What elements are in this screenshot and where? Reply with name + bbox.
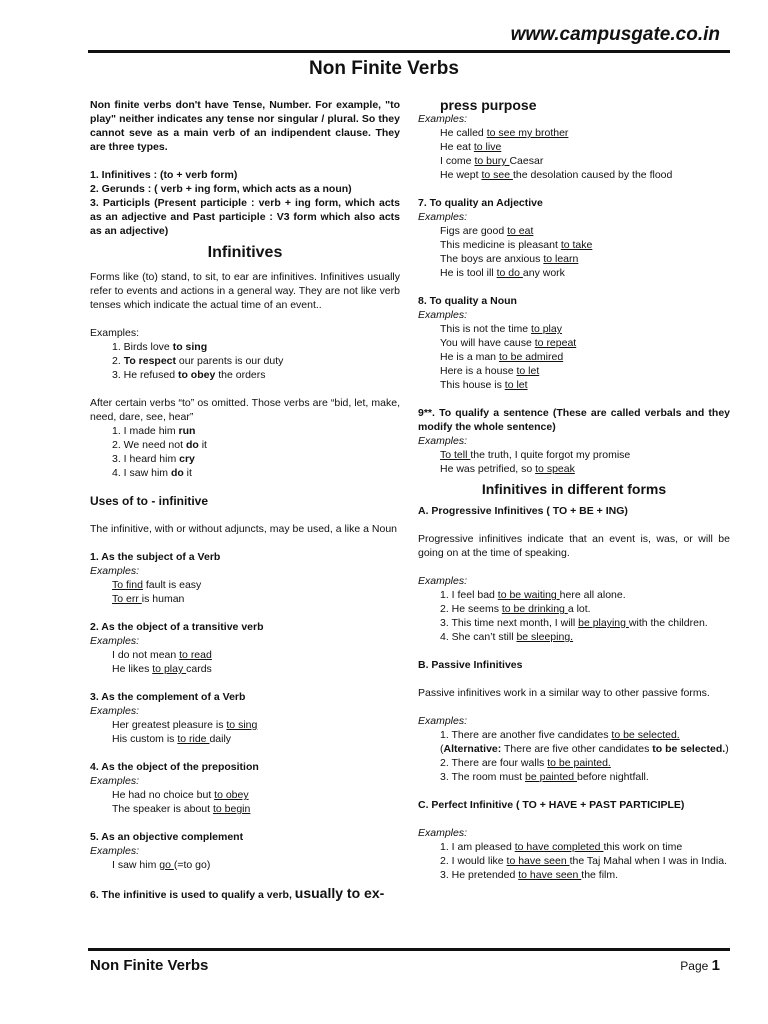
example-line: He called to see my brother xyxy=(440,127,569,139)
section-heading: 2. As the object of a transitive verb xyxy=(90,621,264,633)
example-line: This medicine is pleasant to take xyxy=(440,239,593,251)
example-line: He had no choice but to obey xyxy=(112,789,249,801)
examples-label: Examples: xyxy=(418,309,468,321)
example-line: He eat to live xyxy=(440,141,502,153)
example-line: I saw him go (=to go) xyxy=(112,859,211,871)
example-line: He wept to see the desolation caused by the flood xyxy=(440,169,673,181)
footer-rule xyxy=(88,948,730,951)
section-heading: 3. As the complement of a Verb xyxy=(90,691,246,703)
example-line: You will have cause to repeat xyxy=(440,337,577,349)
example-line: Her greatest pleasure is to sing xyxy=(112,719,258,731)
example-line: 1. I am pleased to have completed this work on time xyxy=(440,841,683,853)
uses-heading: Uses of to - infinitive xyxy=(90,494,209,508)
infinitives-paragraph: Forms like (to) stand, to sit, to ear are infinitives. Infinitives usually refer to events and actions in a general way. They are not like verb tenses which indicate the actual time of an event.. xyxy=(90,271,400,311)
section-heading: A. Progressive Infinitives ( TO + BE + ING) xyxy=(418,505,628,517)
section-paragraph: Passive infinitives work in a similar way to other passive forms. xyxy=(418,687,710,699)
examples-label: Examples: xyxy=(418,827,468,839)
examples-label: Examples: xyxy=(90,635,140,647)
example-line: This is not the time to play xyxy=(440,323,562,335)
example-line: (Alternative: There are five other candidates to be selected.) xyxy=(440,743,729,755)
intro-paragraph: Non finite verbs don't have Tense, Number. For example, "to play" neither indicates any tense nor singular / plural. So they cannot seve as a main verb of an indipendent clause. They are three types. xyxy=(90,99,400,153)
example-line: He is tool ill to do any work xyxy=(440,267,565,279)
examples-label: Examples: xyxy=(418,715,468,727)
site-url[interactable]: www.campusgate.co.in xyxy=(510,24,720,45)
type-3: 3. Participls (Present participle : verb + ing form, which acts as an adjective and Past participle : V3 form which also acts as an adjective) xyxy=(90,197,400,237)
section-heading: 9**. To qualify a sentence (These are called verbals and they modify the whole sentence) xyxy=(418,407,730,433)
example-line: 3. The room must be painted before nightfall. xyxy=(440,771,649,783)
example-line: He was petrified, so to speak xyxy=(440,463,575,475)
type-1: 1. Infinitives : (to + verb form) xyxy=(90,169,238,181)
section-heading: C. Perfect Infinitive ( TO + HAVE + PAST PARTICIPLE) xyxy=(418,799,685,811)
example-line: 2. We need not do it xyxy=(112,439,207,451)
example-line: 2. He seems to be drinking a lot. xyxy=(440,603,591,615)
example-line: The boys are anxious to learn xyxy=(440,253,579,265)
section-paragraph: Progressive infinitives indicate that an event is, was, or will be going on at the time of speaking. xyxy=(418,533,730,559)
example-line: 1. I made him run xyxy=(112,425,196,437)
infinitives-heading: Infinitives xyxy=(207,244,283,261)
example-line: Here is a house to let xyxy=(440,365,540,377)
examples-label: Examples: xyxy=(90,775,140,787)
forms-heading: Infinitives in different forms xyxy=(481,481,667,497)
example-line: 4. She can’t still be sleeping. xyxy=(440,631,574,643)
example-line: He likes to play cards xyxy=(112,663,212,675)
examples-label: Examples: xyxy=(418,435,468,447)
examples-label: Examples: xyxy=(418,211,468,223)
example-line: 2. There are four walls to be painted. xyxy=(440,757,611,769)
example-line: 1. Birds love to sing xyxy=(112,341,208,353)
header-rule xyxy=(88,50,730,53)
examples-label: Examples: xyxy=(90,705,140,717)
section-heading: 5. As an objective complement xyxy=(90,831,244,843)
left-column xyxy=(90,98,400,902)
example-line: I come to bury Caesar xyxy=(440,155,544,167)
examples-label: Examples: xyxy=(90,845,140,857)
examples-label: Examples: xyxy=(418,575,468,587)
example-line: 3. This time next month, I will be playing with the children. xyxy=(440,617,708,629)
example-line: 1. There are another five candidates to be selected. xyxy=(440,729,680,741)
example-line: To err is human xyxy=(112,593,185,605)
example-line: I do not mean to read xyxy=(112,649,212,661)
example-line: 1. I feel bad to be waiting here all alone. xyxy=(440,589,626,601)
example-line: His custom is to ride daily xyxy=(112,733,232,745)
type-2: 2. Gerunds : ( verb + ing form, which acts as a noun) xyxy=(90,183,352,195)
example-line: 4. I saw him do it xyxy=(112,467,192,479)
examples-label: Examples: xyxy=(90,327,140,339)
page-number: Page 1 xyxy=(680,957,720,974)
example-line: Figs are good to eat xyxy=(440,225,534,237)
example-line: 3. I heard him cry xyxy=(112,453,195,465)
section-heading: 6. The infinitive is used to qualify a verb, usually to ex- xyxy=(90,885,385,901)
example-line: 3. He pretended to have seen the film. xyxy=(440,869,619,881)
uses-paragraph: The infinitive, with or without adjuncts, may be used, a like a Noun xyxy=(90,523,397,535)
example-line: 3. He refused to obey the orders xyxy=(112,369,266,381)
section-heading: 4. As the object of the preposition xyxy=(90,761,259,773)
example-line: To find fault is easy xyxy=(112,579,202,591)
example-line: The speaker is about to begin xyxy=(112,803,251,815)
example-line: 2. I would like to have seen the Taj Mahal when I was in India. xyxy=(440,855,727,867)
example-line: This house is to let xyxy=(440,379,528,391)
example-line: To tell the truth, I quite forgot my promise xyxy=(440,449,631,461)
continued-heading: press purpose xyxy=(440,97,537,113)
examples-label: Examples: xyxy=(418,113,468,125)
omit-paragraph: After certain verbs “to” os omitted. Those verbs are “bid, let, make, need, dare, see, hear” xyxy=(90,397,400,423)
examples-label: Examples: xyxy=(90,565,140,577)
example-line: He is a man to be admired xyxy=(440,351,564,363)
section-heading: 1. As the subject of a Verb xyxy=(90,551,221,563)
example-line: 2. To respect our parents is our duty xyxy=(112,355,284,367)
right-column xyxy=(418,98,730,882)
section-heading: 7. To quality an Adjective xyxy=(418,197,543,209)
page-title: Non Finite Verbs xyxy=(309,58,459,79)
section-heading: B. Passive Infinitives xyxy=(418,659,523,671)
section-heading: 8. To quality a Noun xyxy=(418,295,517,307)
footer-title: Non Finite Verbs xyxy=(90,957,209,974)
